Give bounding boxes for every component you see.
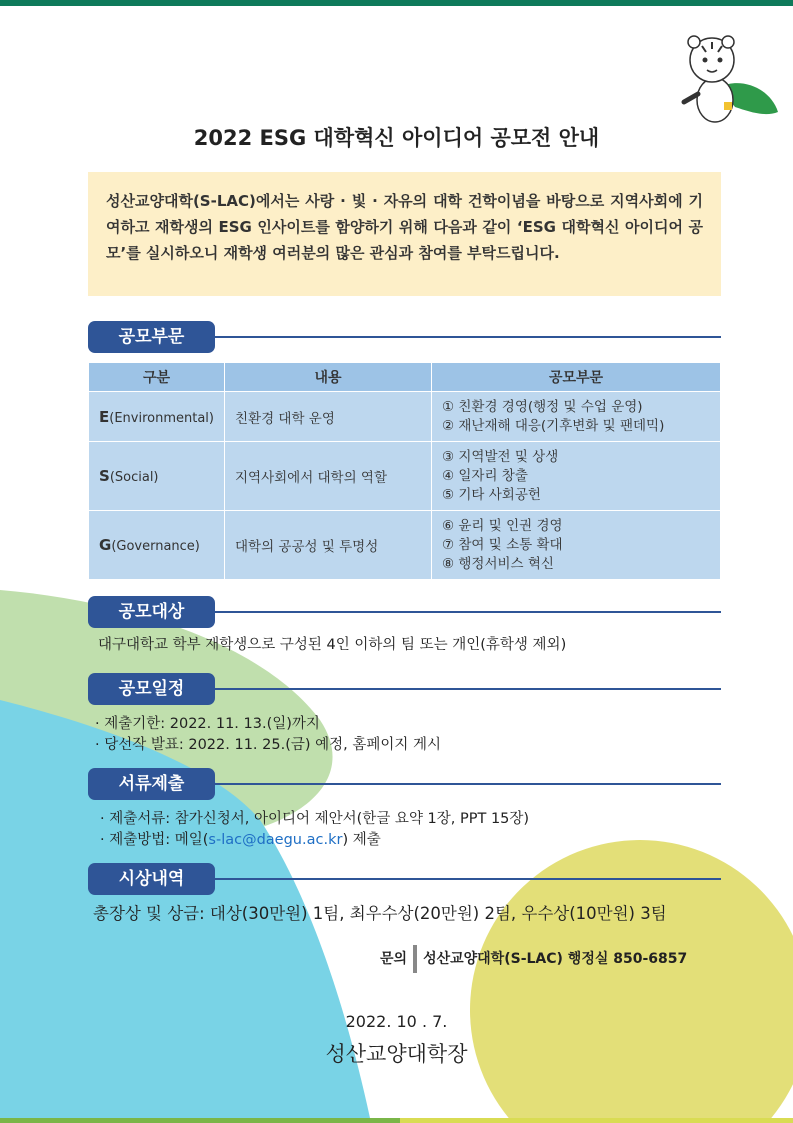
section-header-submission: [88, 768, 721, 800]
contact-label: 문의: [380, 951, 408, 967]
section-label: 공모일정: [88, 673, 215, 705]
contact-value: 성산교양대학(S-LAC) 행정실 850-6857: [423, 951, 688, 967]
divider: [215, 783, 721, 785]
item: ⑧ 행정서비스 혁신: [441, 555, 554, 572]
method-prefix: · 제출방법: 메일(: [100, 832, 209, 848]
contact: [380, 945, 687, 973]
section-label: 시상내역: [88, 863, 215, 895]
schedule-item: · 당선작 발표: 2022. 11. 25.(금) 예정, 홈페이지 게시: [95, 737, 442, 753]
target-text: 대구대학교 학부 재학생으로 구성된 4인 이하의 팀 또는 개인(휴학생 제외): [98, 637, 567, 653]
code: G: [99, 536, 112, 554]
section-label: 공모대상: [88, 596, 215, 628]
item: ② 재난재해 대응(기후변화 및 팬데믹): [441, 417, 665, 434]
submission-list: [100, 809, 529, 851]
section-header-schedule: [88, 673, 721, 705]
divider: [413, 945, 417, 973]
tiger-mascot-icon: [680, 32, 780, 132]
item: ⑤ 기타 사회공헌: [441, 486, 541, 503]
table-header: 구분: [89, 363, 225, 392]
item: ⑥ 윤리 및 인권 경영: [441, 517, 563, 534]
email-link[interactable]: s-lac@daegu.ac.kr: [208, 832, 343, 848]
divider: [215, 336, 721, 338]
content: 대학의 공공성 및 투명성: [224, 511, 431, 580]
section-header-awards: [88, 863, 721, 895]
issue-date: 2022. 10 . 7.: [345, 1012, 448, 1031]
item: ④ 일자리 창출: [441, 467, 528, 484]
table-row: [89, 442, 721, 511]
item: ⑦ 참여 및 소통 확대: [441, 536, 563, 553]
schedule-item: · 제출기한: 2022. 11. 13.(일)까지: [95, 716, 320, 732]
divider: [215, 688, 721, 690]
code: E: [99, 407, 110, 426]
table-header: 내용: [224, 363, 431, 392]
code-full: (Social): [109, 470, 159, 485]
divider: [215, 878, 721, 880]
section-label: 공모부문: [88, 321, 215, 353]
item: ③ 지역발전 및 상생: [441, 448, 559, 465]
method-suffix: ) 제출: [342, 832, 381, 848]
content: 지역사회에서 대학의 역할: [224, 442, 431, 511]
divider: [215, 611, 721, 613]
code: S: [99, 467, 110, 485]
table-header: 공모부문: [431, 363, 720, 392]
category-table: [88, 362, 721, 580]
table-row: [89, 392, 721, 442]
awards-text: 총장상 및 상금: 대상(30만원) 1팀, 최우수상(20만원) 2팀, 우수상(10만원) 3팀: [93, 904, 667, 923]
code-full: (Environmental): [109, 410, 214, 426]
section-label: 서류제출: [88, 768, 215, 800]
intro-box: 성산교양대학(S-LAC)에서는 사랑 · 빛 · 자유의 대학 건학이념을 바탕으로 지역사회에 기여하고 재학생의 ESG 인사이트를 함양하기 위해 다음과 같이 ‘ESG 대학혁신 아이디어 공모’를 실시하오니 재학생 여러분의 많은 관심과 참여를 부탁드립니다.: [88, 172, 721, 296]
schedule-list: [95, 714, 441, 756]
signature: 성산교양대학장: [325, 1042, 468, 1066]
page-title: 2022 ESG 대학혁신 아이디어 공모전 안내: [193, 126, 600, 150]
section-header-target: [88, 596, 721, 628]
item: ① 친환경 경영(행정 및 수업 운영): [441, 398, 643, 415]
code-full: (Governance): [111, 539, 200, 554]
section-header-category: [88, 321, 721, 353]
table-row: [89, 511, 721, 580]
submission-docs: · 제출서류: 참가신청서, 아이디어 제안서(한글 요약 1장, PPT 15장): [100, 811, 530, 827]
content: 친환경 대학 운영: [224, 392, 431, 442]
